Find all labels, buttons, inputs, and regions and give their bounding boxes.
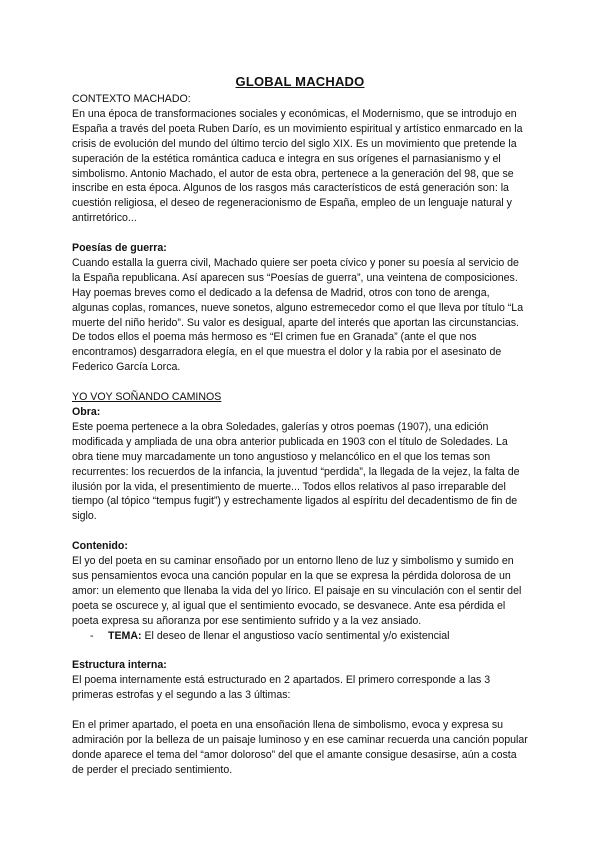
spacer	[72, 524, 528, 539]
document-title: GLOBAL MACHADO	[235, 74, 365, 89]
obra-heading: Obra:	[72, 406, 101, 418]
tema-text: El deseo de llenar el angustioso vacío sentimental y/o existencial	[141, 629, 450, 642]
contenido-heading: Contenido:	[72, 540, 128, 553]
poesias-heading: Poesías de guerra:	[72, 242, 167, 255]
poem-section-title: YO VOY SOÑANDO CAMINOS	[72, 391, 222, 404]
tema-bullet	[72, 629, 528, 644]
apartado-paragraph: En el primer apartado, el poeta en una ensoñación llena de simbolismo, evoca y expresa su admiración por la belleza de un paisaje luminoso y en ese caminar recuerda una canción popular donde aparece el tema del “amor doloroso” del que el amante consigue desasirse, aún a costa de perder el preciado sentimiento.	[72, 718, 528, 776]
spacer	[72, 226, 528, 241]
spacer	[72, 375, 528, 390]
estructura-paragraph: El poema internamente está estructurado en 2 apartados. El primero corresponde a las 3 primeras estrofas y el segundo a las 3 últimas:	[72, 674, 491, 702]
spacer	[72, 703, 528, 718]
contexto-paragraph: En una época de transformaciones sociales y económicas, el Modernismo, que se introdujo en España a través del poeta Ruben Darío, es un movimiento espiritual y artístico enmarcado en la crisis de evolución del mundo del último tercio del siglo XIX. Es un movimiento que pretende la superación de la estética romántica caduca e integra en sus orígenes el parnasianismo y el simbolismo. Antonio Machado, el autor de esta obra, pertenece a la generación del 98, que se inscribe en esta época. Algunos de los rasgos más característicos de está generación son: la cuestión religiosa, el deseo de regeneracionismo de España, empleo de un lenguaje natural y antirretórico...	[72, 107, 523, 225]
bullet-dash: -	[90, 629, 94, 642]
spacer	[72, 643, 528, 658]
tema-line	[108, 629, 450, 644]
obra-paragraph: Este poema pertenece a la obra Soledades, galerías y otros poemas (1907), una edición modificada y ampliada de una obra anterior publicada en 1903 con el título de Soledades. La obra tiene muy marcadamente un tono angustioso y melancólico en el que los temas son recurrentes: los recuerdos de la infancia, la juventud “perdida”, la llegada de la vejez, la falta de ilusión por la vida, el presentimiento de muerte... Todos ellos relativos al paso irreparable del tiempo (al tópico “tempus fugit”) y estrechamente ligados al espíritu del decadentismo de fin de siglo.	[72, 420, 520, 523]
contenido-paragraph: El yo del poeta en su caminar ensoñado por un entorno lleno de luz y simbolismo y sumido en sus pensamientos evoca una canción popular en la que se expresa la pérdida dolorosa de un amor: un elemento que llenaba la vida del yo lírico. El paisaje en su vinculación con el sentir del poeta se oscurece y, al igual que el sentimiento evocado, se desvanece. Ante esa pérdida el poeta expresa su añoranza por ese sentimiento sufrido y a la vez ansiado.	[72, 555, 522, 627]
contexto-heading: CONTEXTO MACHADO:	[72, 93, 191, 105]
estructura-heading: Estructura interna:	[72, 659, 167, 672]
poesias-paragraph: Cuando estalla la guerra civil, Machado quiere ser poeta cívico y poner su poesía al servicio de la España republicana. Así aparecen sus “Poesías de guerra”, una veintena de composiciones. Hay poemas breves como el dedicado a la defensa de Madrid, otros con tono de arenga, algunas coplas, romances, nueve sonetos, alguno estremecedor como el que lleva por título “La muerte del niño herido”. Su valor es desigual, aparte del interés que aportan las circunstancias. De todos ellos el poema más hermoso es “El crimen fue en Granada” (ante el que nos encontramos) desgarradora elegía, en el que muestra el dolor y la rabia por el asesinato de Federico García Lorca.	[72, 256, 524, 374]
tema-label: TEMA:	[108, 629, 142, 642]
